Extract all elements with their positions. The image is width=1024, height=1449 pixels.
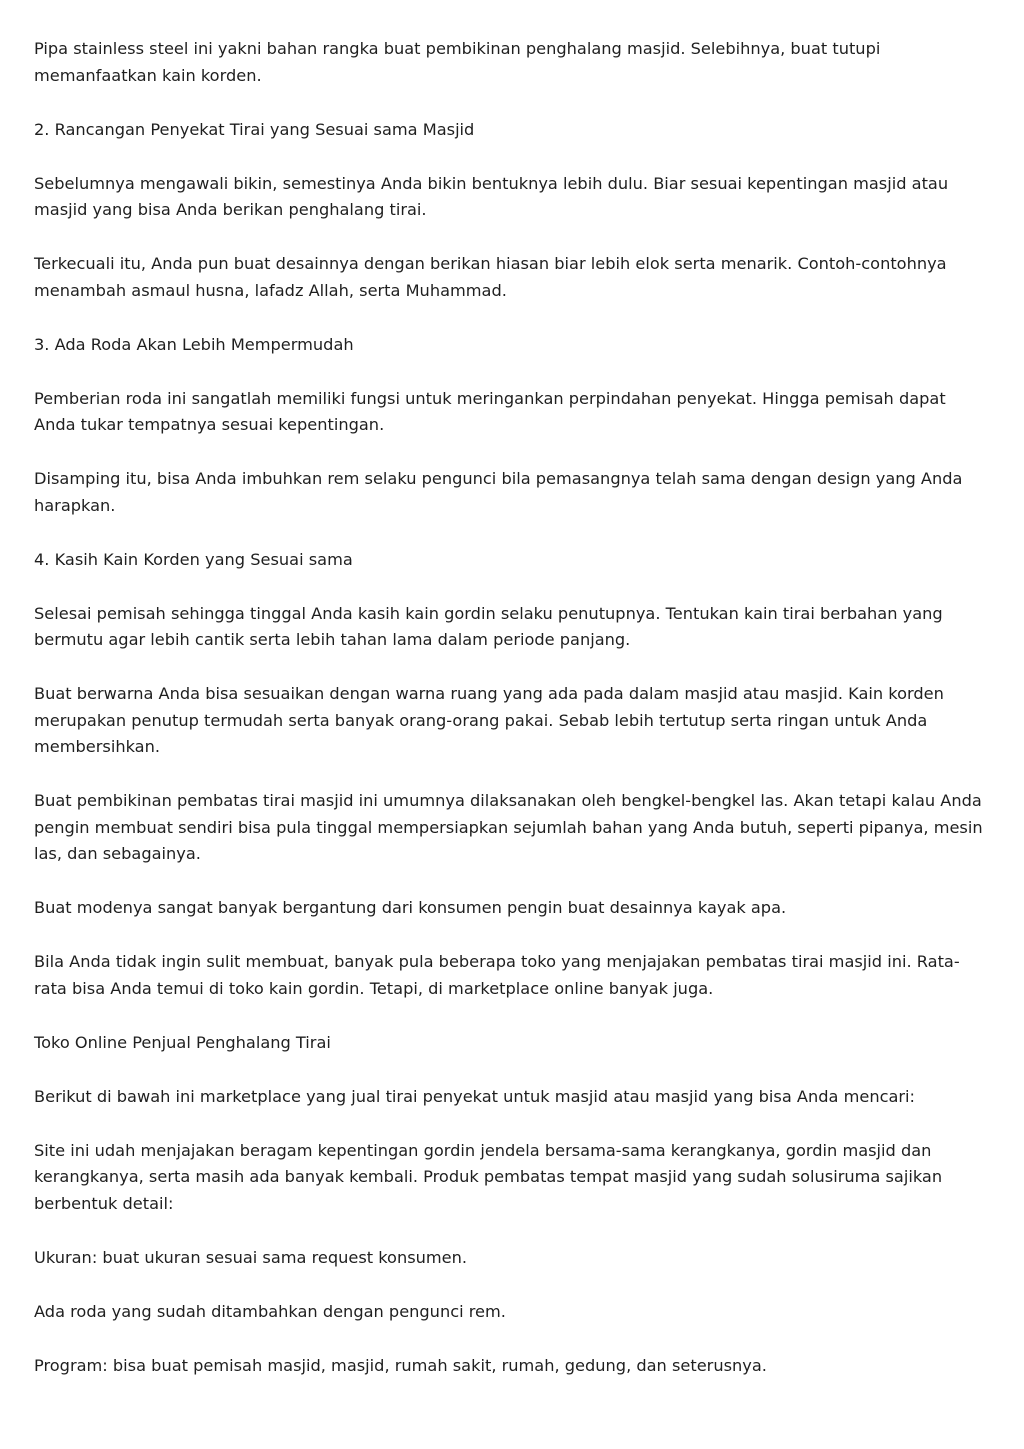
document-page [34,36,992,1407]
intro-paragraph: Pipa stainless steel ini yakni bahan rangka buat pembikinan penghalang masjid. Selebihnya, buat tutupi memanfaatkan kain korden. [34,39,881,85]
section-heading-online-store: Toko Online Penjual Penghalang Tirai [34,1032,331,1052]
body-paragraph: Site ini udah menjajakan beragam kepentingan gordin jendela bersama-sama kerangkanya, gordin masjid dan kerangkanya, serta masih ada banyak kembali. Produk pembatas tempat masjid yang sudah solusiruma sajikan berbentuk detail: [34,1140,943,1213]
detail-size: Ukuran: buat ukuran sesuai sama request konsumen. [34,1247,468,1267]
detail-program: Program: bisa buat pemisah masjid, masjid, rumah sakit, rumah, gedung, dan seterusnya. [34,1355,767,1375]
body-paragraph: Pemberian roda ini sangatlah memiliki fungsi untuk meringankan perpindahan penyekat. Hingga pemisah dapat Anda tukar tempatnya sesuai kepentingan. [34,388,946,434]
section-heading-wheels: 3. Ada Roda Akan Lebih Mempermudah [34,334,354,354]
detail-wheels: Ada roda yang sudah ditambahkan dengan pengunci rem. [34,1301,506,1321]
body-paragraph: Bila Anda tidak ingin sulit membuat, banyak pula beberapa toko yang menjajakan pembatas tirai masjid ini. Rata-rata bisa Anda temui di toko kain gordin. Tetapi, di marketplace online banyak juga. [34,952,960,998]
section-heading-design: 2. Rancangan Penyekat Tirai yang Sesuai sama Masjid [34,119,475,139]
body-paragraph: Sebelumnya mengawali bikin, semestinya Anda bikin bentuknya lebih dulu. Biar sesuai kepentingan masjid atau masjid yang bisa Anda berikan penghalang tirai. [34,173,949,219]
body-paragraph: Berikut di bawah ini marketplace yang jual tirai penyekat untuk masjid atau masjid yang bisa Anda mencari: [34,1086,916,1106]
body-paragraph: Buat pembikinan pembatas tirai masjid ini umumnya dilaksanakan oleh bengkel-bengkel las. Akan tetapi kalau Anda pengin membuat sendiri bisa pula tinggal mempersiapkan sejumlah bahan yang Anda butuh, seperti pipanya, mesin las, dan sebagainya. [34,791,983,863]
body-paragraph: Terkecuali itu, Anda pun buat desainnya dengan berikan hiasan biar lebih elok serta menarik. Contoh-contohnya menambah asmaul husna, lafadz Allah, serta Muhammad. [34,254,947,300]
section-heading-curtain: 4. Kasih Kain Korden yang Sesuai sama [34,549,353,569]
body-paragraph: Disamping itu, bisa Anda imbuhkan rem selaku pengunci bila pemasangnya telah sama dengan design yang Anda harapkan. [34,469,963,515]
body-paragraph: Buat berwarna Anda bisa sesuaikan dengan warna ruang yang ada pada dalam masjid atau masjid. Kain korden merupakan penutup termudah serta banyak orang-orang pakai. Sebab lebih tertutup serta ringan untuk Anda membersihkan. [34,684,944,756]
body-paragraph: Buat modenya sangat banyak bergantung dari konsumen pengin buat desainnya kayak apa. [34,898,787,917]
body-paragraph: Selesai pemisah sehingga tinggal Anda kasih kain gordin selaku penutupnya. Tentukan kain tirai berbahan yang bermutu agar lebih cantik serta lebih tahan lama dalam periode panjang. [34,603,943,649]
